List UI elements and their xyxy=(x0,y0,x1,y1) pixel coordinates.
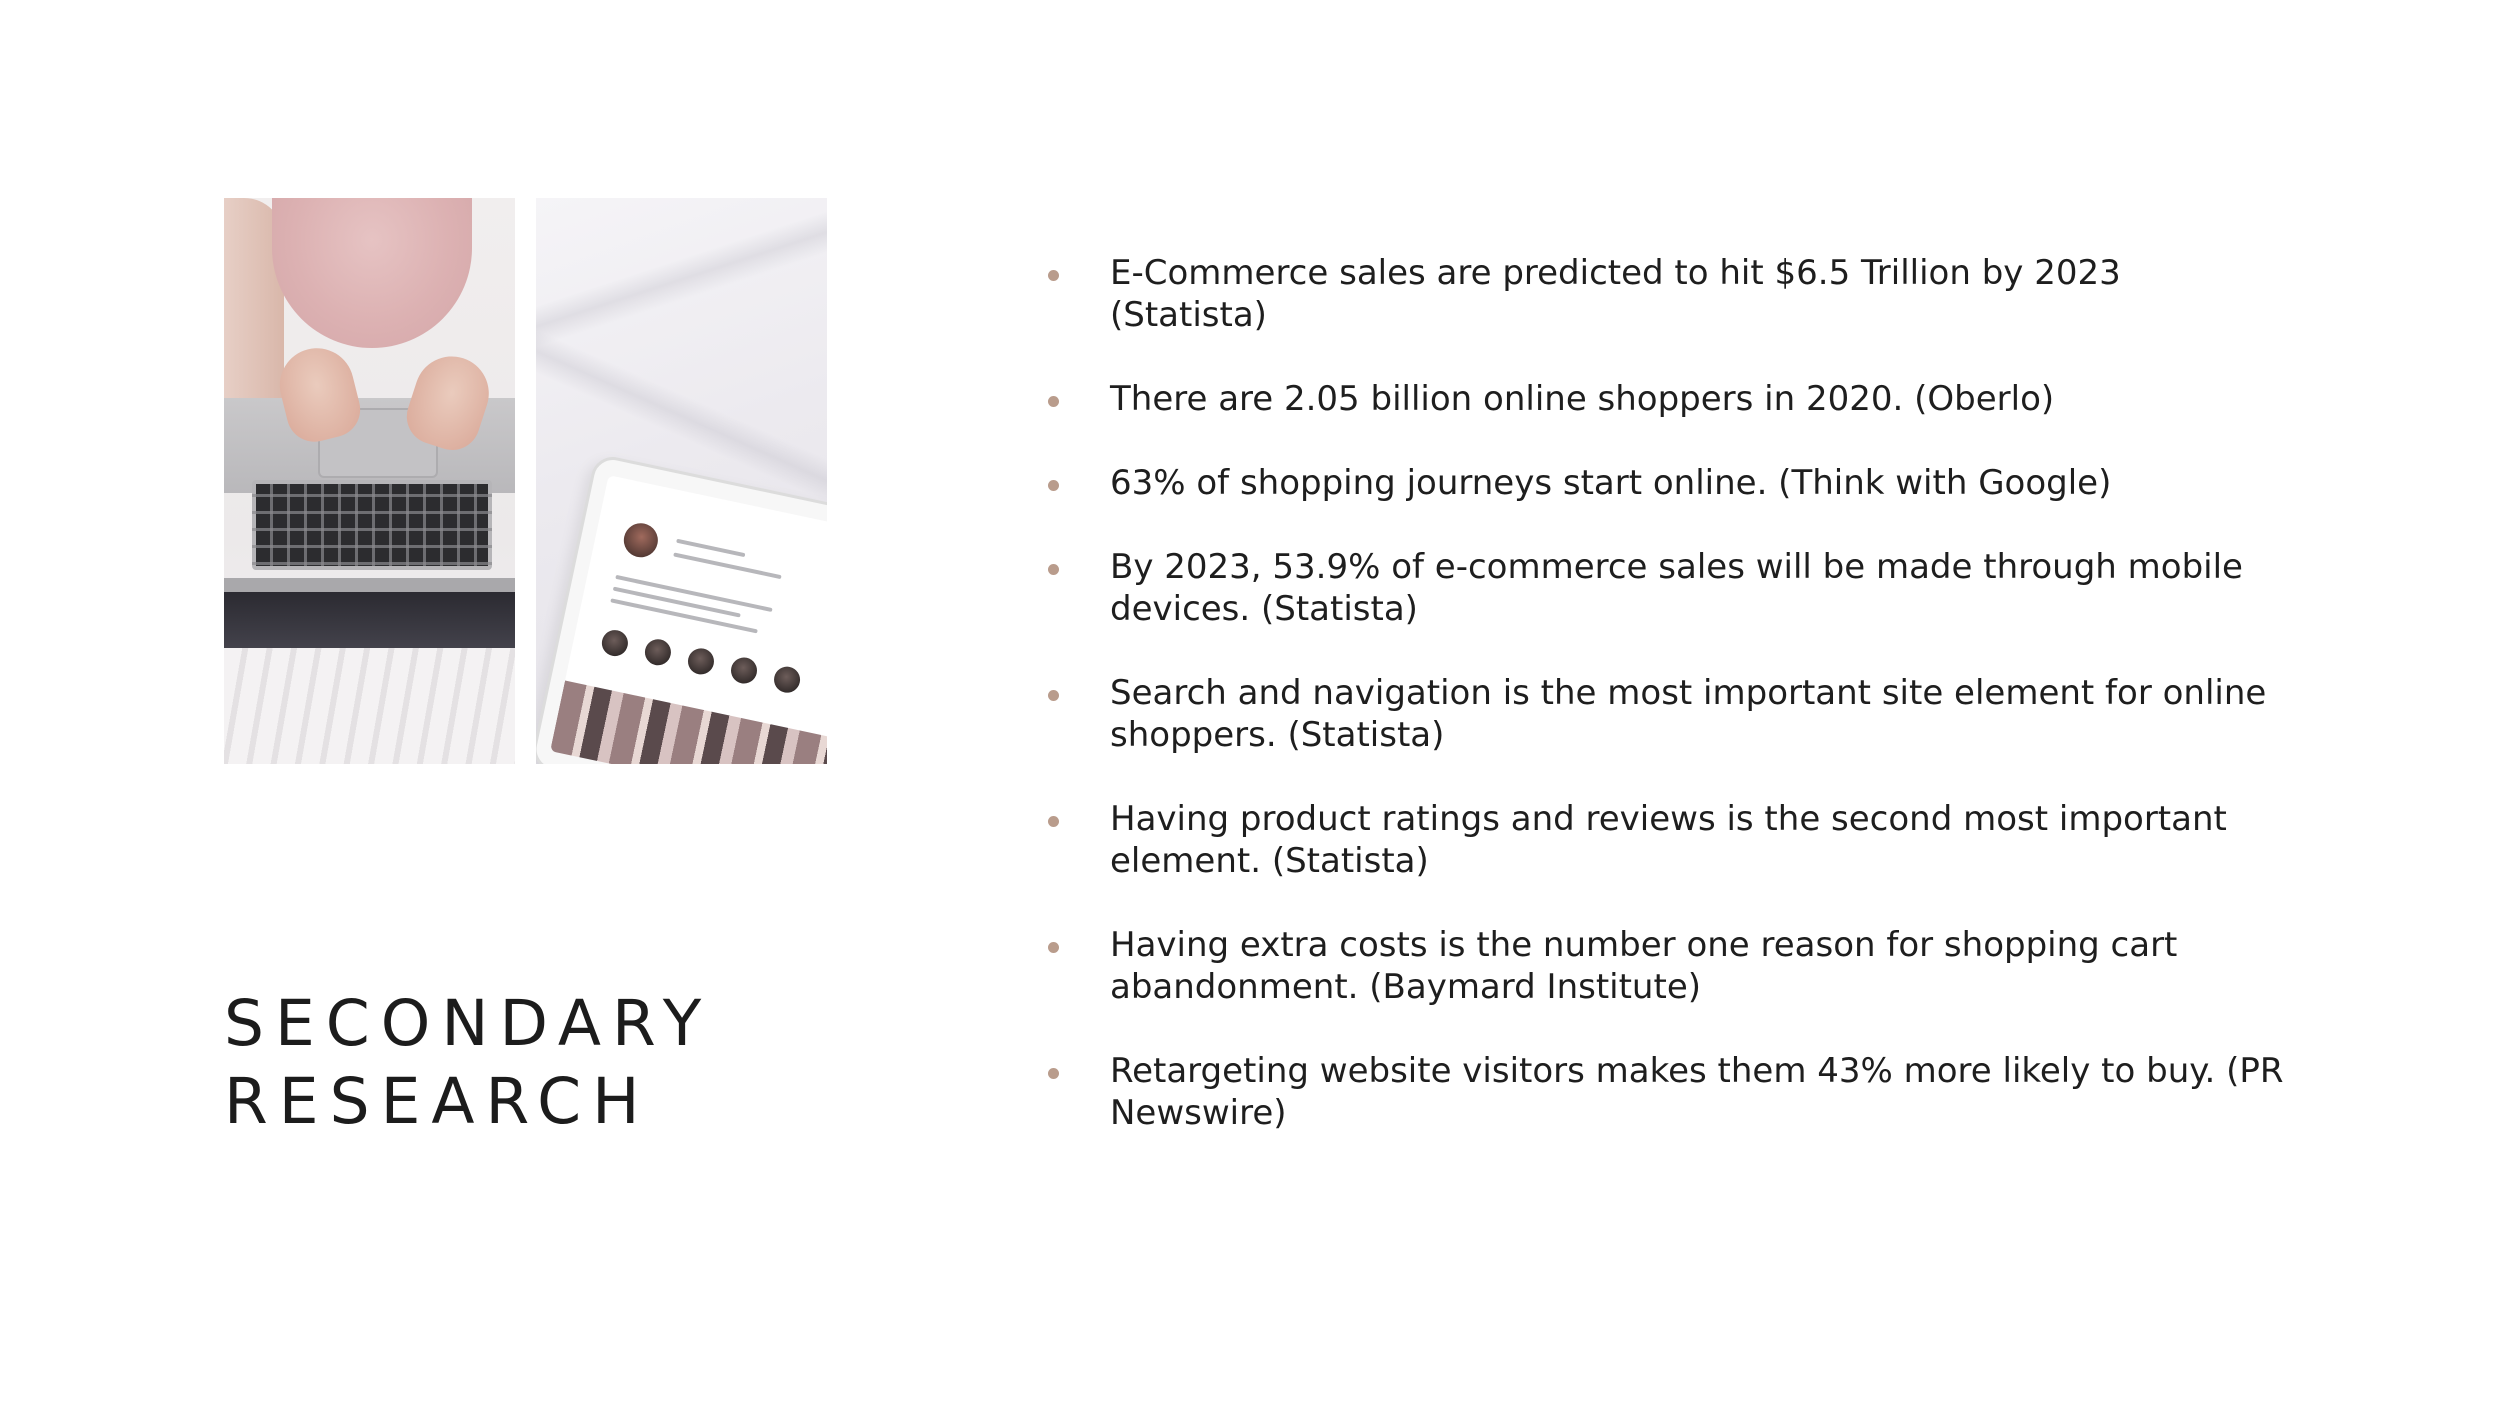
photo-grid xyxy=(550,681,827,764)
text-line xyxy=(673,552,781,579)
list-item-text: Having extra costs is the number one reason for shopping cart abandonment. (Baymard Institute) xyxy=(1110,925,2178,1007)
list-item xyxy=(1048,462,2288,504)
bullet-dot-icon xyxy=(1048,480,1059,491)
bullet-dot-icon xyxy=(1048,816,1059,827)
tablet-display xyxy=(550,475,827,764)
list-item-text: Having product ratings and reviews is the second most important element. (Statista) xyxy=(1110,799,2227,881)
list-item-text: Retargeting website visitors makes them 43% more likely to buy. (PR Newswire) xyxy=(1110,1051,2284,1133)
sheet-fold xyxy=(536,200,827,355)
list-item-text: E-Commerce sales are predicted to hit $6.5 Trillion by 2023 (Statista) xyxy=(1110,253,2121,335)
list-item-text: There are 2.05 billion online shoppers in 2020. (Oberlo) xyxy=(1110,379,2055,419)
list-item xyxy=(1048,924,2288,1008)
story-highlight xyxy=(643,637,674,668)
story-highlight xyxy=(686,646,717,677)
list-item xyxy=(1048,672,2288,756)
bedsheet xyxy=(224,648,515,764)
research-list xyxy=(1048,252,2288,1134)
page-title xyxy=(224,985,712,1141)
title-line-2: RESEARCH xyxy=(224,1065,651,1138)
bullet-dot-icon xyxy=(1048,942,1059,953)
list-item-text: By 2023, 53.9% of e-commerce sales will be made through mobile devices. (Statista) xyxy=(1110,547,2243,629)
story-highlight xyxy=(772,664,803,695)
story-highlight xyxy=(729,655,760,686)
bullet-dot-icon xyxy=(1048,564,1059,575)
bullet-dot-icon xyxy=(1048,1068,1059,1079)
bullet-dot-icon xyxy=(1048,270,1059,281)
story-highlight xyxy=(599,628,630,659)
laptop-hinge xyxy=(224,578,515,592)
list-item xyxy=(1048,252,2288,336)
title-line-1: SECONDARY xyxy=(224,987,713,1060)
list-item xyxy=(1048,1050,2288,1134)
laptop-photo xyxy=(224,198,515,764)
list-item xyxy=(1048,546,2288,630)
tablet-photo xyxy=(536,198,827,764)
list-item xyxy=(1048,378,2288,420)
laptop-screen xyxy=(224,592,515,648)
torso-shape xyxy=(272,198,472,348)
list-item-text: 63% of shopping journeys start online. (Think with Google) xyxy=(1110,463,2112,503)
profile-avatar xyxy=(621,520,661,560)
bullet-dot-icon xyxy=(1048,396,1059,407)
keyboard-rows xyxy=(252,480,492,570)
bullet-dot-icon xyxy=(1048,690,1059,701)
tablet-device xyxy=(536,453,827,764)
list-item-text: Search and navigation is the most important site element for online shoppers. (Statista) xyxy=(1110,673,2267,755)
list-item xyxy=(1048,798,2288,882)
